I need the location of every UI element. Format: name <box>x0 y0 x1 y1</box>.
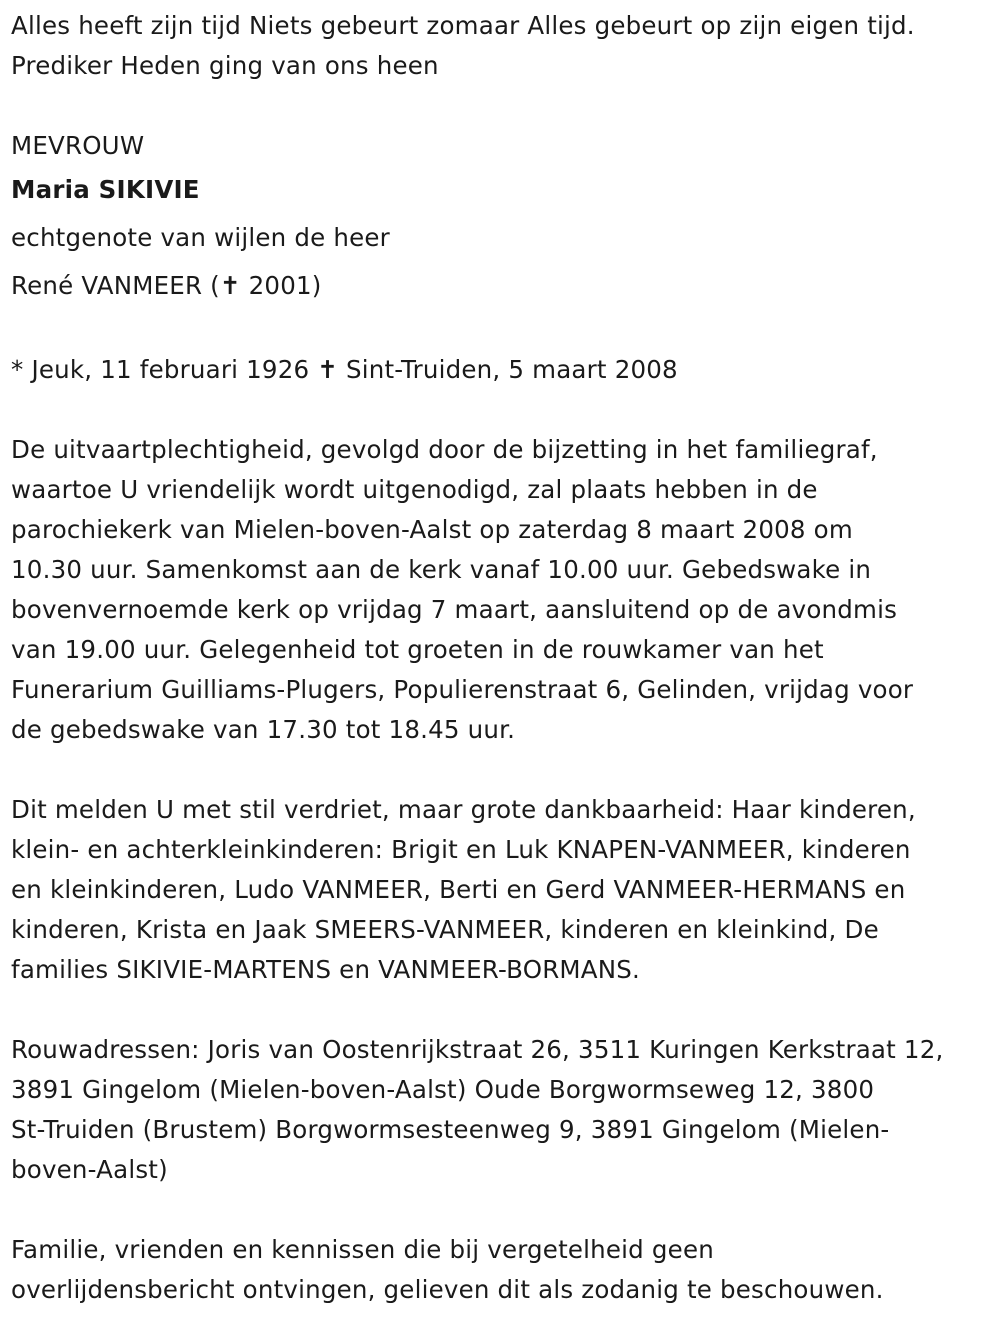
address-line: 3891 Gingelom (Mielen-boven-Aalst) Oude Borgwormseweg 12, 3800 <box>11 1075 875 1104</box>
spacer <box>11 750 992 790</box>
ceremony-line: parochiekerk van Mielen-boven-Aalst op zaterdag 8 maart 2008 om <box>11 515 853 544</box>
spacer <box>11 990 992 1030</box>
family-line: families SIKIVIE-MARTENS en VANMEER-BORMANS. <box>11 955 640 984</box>
ceremony-line: waartoe U vriendelijk wordt uitgenodigd, zal plaats hebben in de <box>11 475 818 504</box>
motto-line: Prediker Heden ging van ons heen <box>11 51 439 80</box>
spacer <box>11 86 992 126</box>
ceremony-line: de gebedswake van 17.30 tot 18.45 uur. <box>11 715 516 744</box>
ceremony-line: Funerarium Guilliams-Plugers, Populierenstraat 6, Gelinden, vrijdag voor <box>11 675 914 704</box>
address-line: Rouwadressen: Joris van Oostenrijkstraat 26, 3511 Kuringen Kerkstraat 12, <box>11 1035 944 1064</box>
relation-text: echtgenote van wijlen de heer <box>11 223 390 252</box>
spouse-name: René VANMEER (✝ 2001) <box>11 271 322 300</box>
closing-line: overlijdensbericht ontvingen, gelieven dit als zodanig te beschouwen. <box>11 1275 884 1304</box>
family-line: Dit melden U met stil verdriet, maar grote dankbaarheid: Haar kinderen, <box>11 795 916 824</box>
deceased-block <box>11 126 992 310</box>
birth-death-line: * Jeuk, 11 februari 1926 ✝ Sint-Truiden, 5 maart 2008 <box>11 355 678 384</box>
motto <box>11 6 992 86</box>
honorific: MEVROUW <box>11 131 145 160</box>
motto-line: Alles heeft zijn tijd Niets gebeurt zomaar Alles gebeurt op zijn eigen tijd. <box>11 11 915 40</box>
addresses-paragraph <box>11 1030 992 1190</box>
family-line: en kleinkinderen, Ludo VANMEER, Berti en Gerd VANMEER-HERMANS en <box>11 875 906 904</box>
spacer <box>11 310 992 350</box>
family-line: klein- en achterkleinkinderen: Brigit en Luk KNAPEN-VANMEER, kinderen <box>11 835 911 864</box>
spacer <box>11 390 992 430</box>
spacer <box>11 1190 992 1230</box>
ceremony-paragraph <box>11 430 992 750</box>
family-line: kinderen, Krista en Jaak SMEERS-VANMEER, kinderen en kleinkind, De <box>11 915 879 944</box>
closing-line: Familie, vrienden en kennissen die bij vergetelheid geen <box>11 1235 714 1264</box>
deceased-name: Maria SIKIVIE <box>11 175 200 204</box>
ceremony-line: bovenvernoemde kerk op vrijdag 7 maart, aansluitend op de avondmis <box>11 595 898 624</box>
ceremony-line: van 19.00 uur. Gelegenheid tot groeten in de rouwkamer van het <box>11 635 824 664</box>
ceremony-line: De uitvaartplechtigheid, gevolgd door de bijzetting in het familiegraf, <box>11 435 878 464</box>
address-line: St-Truiden (Brustem) Borgwormsesteenweg 9, 3891 Gingelom (Mielen- <box>11 1115 890 1144</box>
ceremony-line: 10.30 uur. Samenkomst aan de kerk vanaf 10.00 uur. Gebedswake in <box>11 555 872 584</box>
family-paragraph <box>11 790 992 990</box>
closing-paragraph <box>11 1230 992 1310</box>
address-line: boven-Aalst) <box>11 1155 168 1184</box>
life-dates <box>11 350 992 390</box>
